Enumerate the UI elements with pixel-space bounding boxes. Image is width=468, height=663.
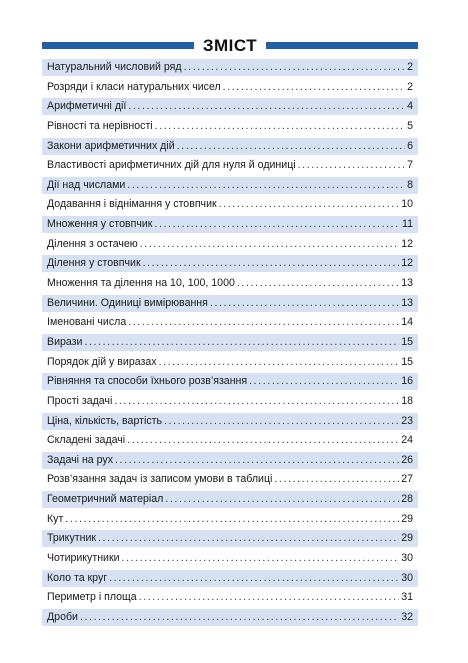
toc-entry-page: 29 [401, 512, 413, 525]
toc-entry-label: Вирази [47, 335, 83, 348]
toc-entry-page: 27 [401, 473, 413, 486]
header-bar-right [266, 42, 418, 49]
dot-leader [84, 336, 399, 349]
toc-entry-label: Геометричний матеріал [47, 493, 164, 506]
toc-entry[interactable] [42, 79, 418, 96]
toc-entry-page: 14 [401, 316, 413, 329]
toc-entry-page: 8 [407, 178, 413, 191]
dot-leader [80, 611, 399, 624]
toc-entry-label: Розв’язання задач із записом умови в таблиці [47, 473, 273, 486]
toc-entry[interactable] [42, 491, 418, 508]
toc-entry-page: 11 [402, 218, 413, 231]
toc-entry-label: Множення у стовпчик [47, 218, 153, 231]
toc-entry-label: Трикутник [47, 532, 96, 545]
dot-leader [140, 238, 399, 251]
dot-leader [154, 218, 400, 231]
toc-entry-page: 26 [401, 453, 413, 466]
toc-entry-label: Додавання і віднімання у стовпчик [47, 198, 217, 211]
toc-entry[interactable] [42, 609, 418, 626]
toc-entry[interactable] [42, 177, 418, 194]
toc-entry[interactable] [42, 471, 418, 488]
toc-entry-label: Іменовані числа [47, 316, 127, 329]
toc-entry-label: Задачі на рух [47, 453, 113, 466]
toc-entry-page: 4 [407, 100, 413, 113]
toc-entry-label: Ділення з остачею [47, 237, 138, 250]
page-title: ЗМІСТ [202, 36, 258, 55]
toc-entry-page: 15 [401, 355, 413, 368]
toc-entry-label: Величини. Одиниці вимірювання [47, 296, 208, 309]
toc-header [42, 35, 418, 57]
toc-entry-page: 30 [401, 552, 413, 565]
dot-leader [115, 454, 399, 467]
toc-entry-page: 29 [401, 532, 413, 545]
toc-entry[interactable] [42, 196, 418, 213]
dot-leader [237, 277, 399, 290]
toc-entry-page: 5 [407, 119, 413, 132]
toc-entry[interactable] [42, 550, 418, 567]
toc-entry-label: Розряди і класи натуральних чисел [47, 80, 221, 93]
toc-entry[interactable] [42, 432, 418, 449]
dot-leader [159, 356, 400, 369]
toc-entry-page: 30 [401, 571, 413, 584]
dot-leader [127, 179, 405, 192]
toc-entry[interactable] [42, 354, 418, 371]
dot-leader [143, 257, 400, 270]
toc-entry-label: Периметр і площа [47, 591, 137, 604]
toc-entry-page: 12 [401, 257, 413, 270]
toc-entry[interactable] [42, 314, 418, 331]
dot-leader [164, 415, 399, 428]
toc-entry[interactable] [42, 589, 418, 606]
dot-leader [139, 591, 400, 604]
dot-leader [122, 552, 400, 565]
toc-entry-page: 2 [407, 61, 413, 73]
toc-entry[interactable] [42, 157, 418, 174]
dot-leader [109, 572, 399, 585]
toc-entry-page: 13 [401, 277, 413, 290]
dot-leader [249, 375, 399, 388]
toc-entry-label: Закони арифметичних дій [47, 139, 175, 152]
dot-leader [219, 198, 400, 211]
dot-leader [298, 159, 405, 172]
dot-leader [177, 140, 405, 153]
toc-entry-page: 12 [401, 237, 413, 250]
toc-entry-page: 18 [401, 394, 413, 407]
table-of-contents [42, 59, 418, 629]
dot-leader [184, 61, 405, 74]
toc-entry[interactable] [42, 138, 418, 155]
toc-entry[interactable] [42, 118, 418, 135]
toc-entry-page: 13 [401, 296, 413, 309]
toc-entry-label: Складені задачі [47, 434, 126, 447]
toc-entry-page: 32 [401, 610, 413, 623]
toc-entry-label: Дії над числами [47, 178, 126, 191]
toc-entry-label: Множення та ділення на 10, 100, 1000 [47, 277, 235, 290]
dot-leader [65, 513, 399, 526]
toc-entry-label: Ціна, кількість, вартість [47, 414, 162, 427]
toc-entry-page: 7 [407, 159, 413, 172]
dot-leader [98, 532, 399, 545]
toc-entry-label: Порядок дій у виразах [47, 355, 157, 368]
toc-entry[interactable] [42, 255, 418, 272]
toc-entry[interactable] [42, 511, 418, 528]
toc-entry-label: Кут [47, 512, 64, 525]
toc-entry-label: Коло та круг [47, 571, 108, 584]
toc-entry-label: Рівності та нерівності [47, 119, 153, 132]
toc-entry[interactable] [42, 334, 418, 351]
toc-entry[interactable] [42, 393, 418, 410]
toc-entry-label: Арифметичні дії [47, 100, 127, 113]
toc-entry-page: 16 [401, 375, 413, 388]
dot-leader [274, 473, 399, 486]
dot-leader [128, 100, 405, 113]
toc-entry[interactable] [42, 236, 418, 253]
toc-entry[interactable] [42, 275, 418, 292]
toc-entry-page: 2 [407, 80, 413, 93]
toc-entry-label: Рівняння та способи їхнього розв’язання [47, 375, 248, 388]
dot-leader [128, 316, 399, 329]
toc-entry-label: Ділення у стовпчик [47, 257, 141, 270]
toc-entry-page: 24 [401, 434, 413, 447]
toc-entry-page: 23 [401, 414, 413, 427]
toc-entry[interactable] [42, 452, 418, 469]
toc-entry-page: 31 [401, 591, 413, 604]
toc-entry[interactable] [42, 530, 418, 547]
toc-entry[interactable] [42, 570, 418, 587]
toc-entry-label: Дроби [47, 610, 78, 623]
dot-leader [155, 120, 405, 133]
toc-entry-page: 15 [401, 335, 413, 348]
toc-entry-page: 10 [401, 198, 413, 211]
toc-entry[interactable] [42, 295, 418, 312]
toc-entry-label: Прості задачі [47, 394, 113, 407]
toc-entry[interactable] [42, 59, 418, 76]
toc-entry[interactable] [42, 98, 418, 115]
dot-leader [127, 434, 399, 447]
toc-entry-label: Натуральний числовий ряд [47, 61, 182, 73]
toc-entry-page: 6 [407, 139, 413, 152]
toc-entry[interactable] [42, 216, 418, 233]
dot-leader [165, 493, 399, 506]
toc-entry[interactable] [42, 373, 418, 390]
toc-entry[interactable] [42, 413, 418, 430]
toc-entry-label: Чотирикутники [47, 552, 120, 565]
toc-entry-page: 28 [401, 493, 413, 506]
dot-leader [223, 81, 405, 94]
toc-entry-label: Властивості арифметичних дій для нуля й одиниці [47, 159, 296, 172]
dot-leader [210, 297, 399, 310]
dot-leader [114, 395, 399, 408]
